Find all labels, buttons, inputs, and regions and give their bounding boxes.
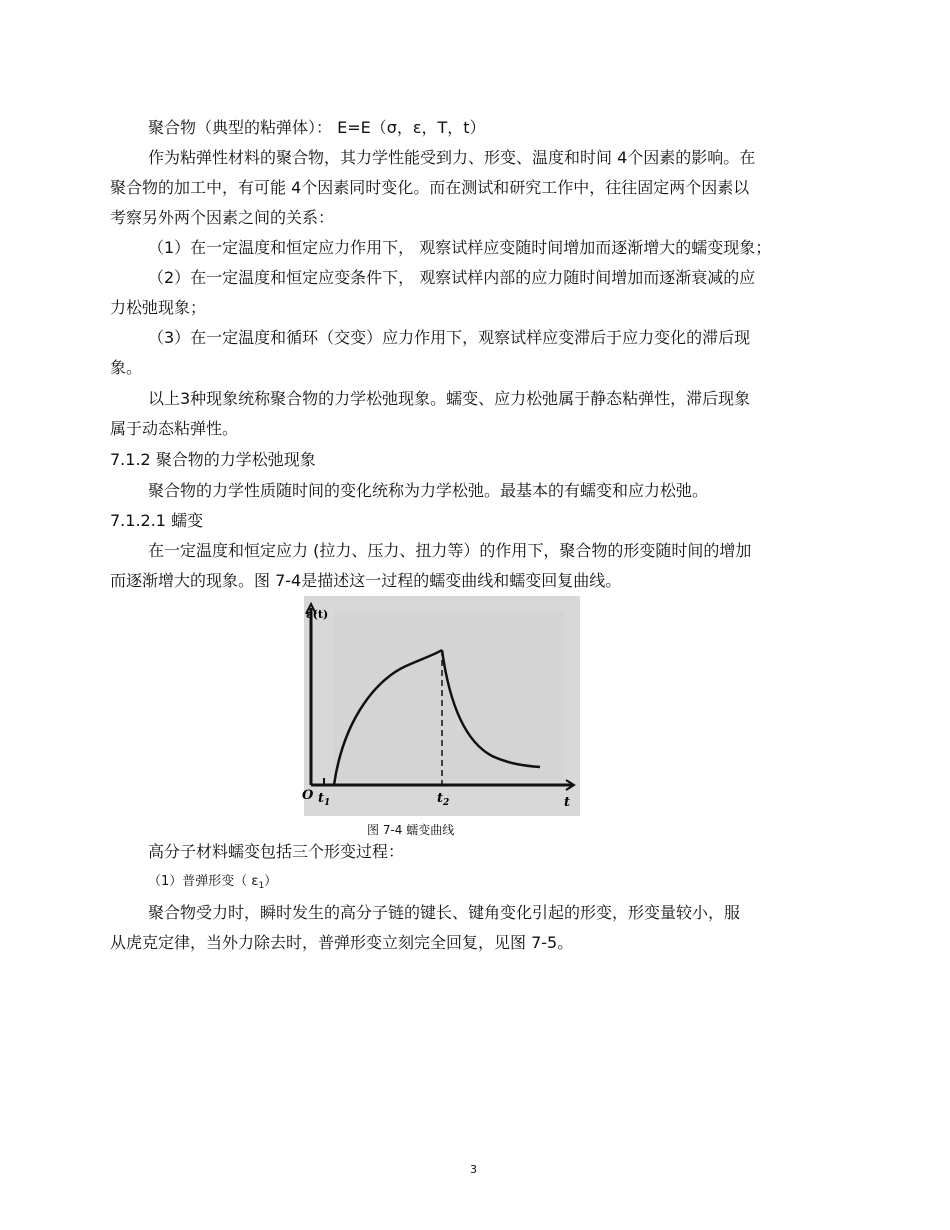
paragraph-line: 属于动态粘弹性。 <box>110 419 239 438</box>
list-item-3-cont: 象。 <box>110 358 143 377</box>
list-item-heading <box>148 872 277 896</box>
figure-caption: 图 7-4 蠕变曲线 <box>367 823 455 837</box>
paragraph-line: 考察另外两个因素之间的关系： <box>110 208 335 227</box>
t1-label: $t_1$ <box>318 791 331 808</box>
creep-curve-figure <box>304 596 580 816</box>
list-item-2: （2）在一定温度和恒定应变条件下， 观察试样内部的应力随时间增加而逐渐衰减的应 <box>148 268 756 287</box>
list-item-heading-close: ） <box>264 874 278 889</box>
paragraph-line: 在一定温度和恒定应力 (拉力、压力、扭力等）的作用下，聚合物的形变随时间的增加 <box>148 541 752 560</box>
page-number: 3 <box>470 1163 477 1176</box>
paragraph-line: 聚合物的加工中，有可能 4个因素同时变化。而在测试和研究工作中，往往固定两个因素以 <box>110 178 750 197</box>
paragraph-line: 聚合物受力时，瞬时发生的高分子链的键长、键角变化引起的形变，形变量较小，服 <box>148 903 741 922</box>
t2-label: $t_2$ <box>437 791 450 808</box>
list-item-heading-text: （1）普弹形变（ ε <box>148 874 259 889</box>
paragraph-line: 高分子材料蠕变包括三个形变过程： <box>148 842 405 861</box>
x-axis-label: t <box>564 795 571 810</box>
section-heading: 7.1.2 聚合物的力学松弛现象 <box>110 450 316 469</box>
creep-curve-svg <box>304 596 580 816</box>
list-item-2-cont: 力松弛现象； <box>110 298 207 317</box>
paragraph-line: 聚合物的力学性质随时间的变化统称为力学松弛。最基本的有蠕变和应力松弛。 <box>148 481 709 500</box>
y-axis-label: ε(t) <box>306 608 329 621</box>
epsilon-subscript: 1 <box>258 881 265 891</box>
subsection-heading: 7.1.2.1 蠕变 <box>110 511 204 530</box>
origin-label: O <box>302 788 314 803</box>
paragraph-line: 从虎克定律，当外力除去时，普弹形变立刻完全回复，见图 7-5。 <box>110 933 574 952</box>
list-item-1: （1）在一定温度和恒定应力作用下， 观察试样应变随时间增加而逐渐增大的蠕变现象； <box>148 238 772 257</box>
paragraph-line: 以上3种现象统称聚合物的力学松弛现象。蠕变、应力松弛属于静态粘弹性，滞后现象 <box>148 389 751 408</box>
paragraph-line: 作为粘弹性材料的聚合物，其力学性能受到力、形变、温度和时间 4个因素的影响。在 <box>148 148 756 167</box>
paragraph-line: 而逐渐增大的现象。图 7-4是描述这一过程的蠕变曲线和蠕变回复曲线。 <box>110 571 622 590</box>
formula-line: 聚合物（典型的粘弹体）： E=E（σ，ε，T，t） <box>148 118 486 137</box>
list-item-3: （3）在一定温度和循环（交变）应力作用下，观察试样应变滞后于应力变化的滞后现 <box>148 328 751 347</box>
